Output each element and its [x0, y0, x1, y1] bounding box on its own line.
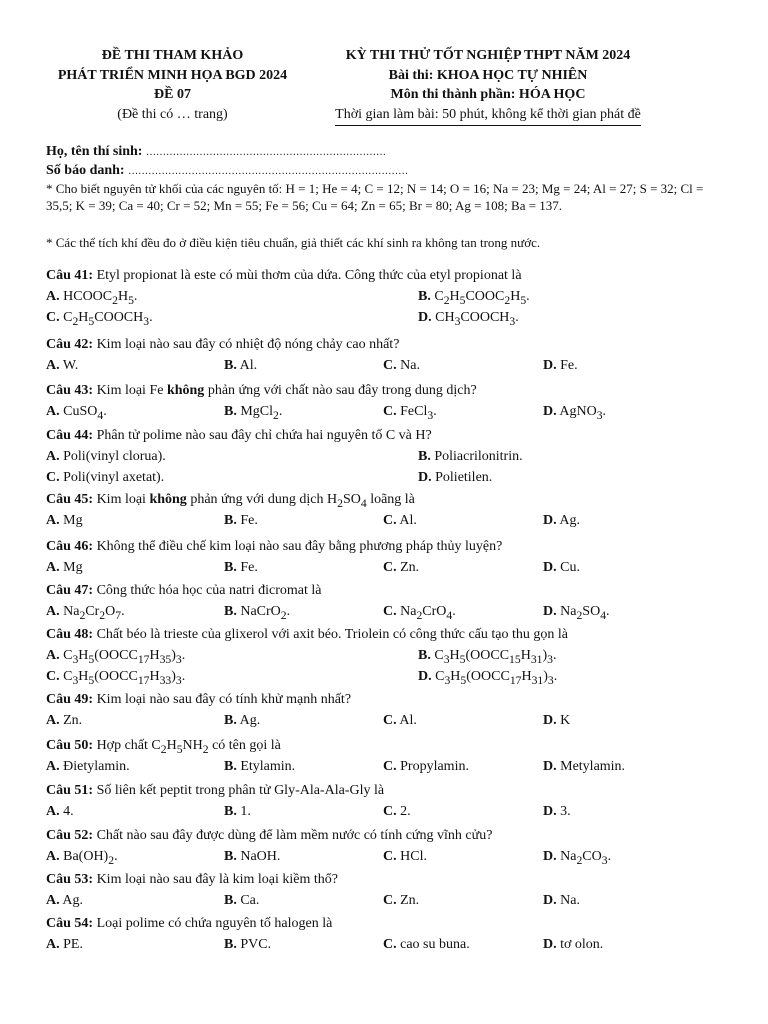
- option-letter: B.: [224, 404, 237, 419]
- option-letter: C.: [383, 849, 397, 864]
- option-letter: C.: [383, 713, 397, 728]
- question-46: [46, 539, 726, 555]
- option-text: Zn.: [400, 560, 420, 575]
- option-text: MgCl$_2$.: [240, 404, 283, 422]
- exam-header: [0, 46, 768, 136]
- option-letter: B.: [224, 759, 237, 774]
- option-text: $C_3H_5(OOCC_{15}H_{31})_3$.: [434, 648, 557, 666]
- question-43: [46, 383, 726, 399]
- option-letter: D.: [543, 849, 557, 864]
- question-label: Câu 49:: [46, 692, 94, 707]
- question-text: Hợp chất $C_2H_5NH_2$ có tên gọi là: [96, 738, 281, 756]
- option-letter: D.: [543, 937, 557, 952]
- answer-option-53-d: [543, 893, 580, 909]
- option-letter: B.: [224, 804, 237, 819]
- answer-option-46-b: [224, 560, 258, 576]
- option-text: $C_2H_5COOC_2H_5$.: [434, 289, 530, 307]
- answer-option-44-c: [46, 470, 164, 486]
- option-letter: C.: [383, 759, 397, 774]
- option-text: Poliacrilonitrin.: [434, 449, 523, 464]
- answer-option-50-c: [383, 759, 469, 775]
- option-letter: D.: [543, 713, 557, 728]
- answer-option-50-d: [543, 759, 625, 775]
- option-text: PVC.: [240, 937, 272, 952]
- option-text: Mg: [63, 513, 83, 528]
- answer-option-51-c: [383, 804, 411, 820]
- answer-option-44-d: [418, 470, 492, 486]
- answer-option-41-c: [46, 310, 153, 328]
- question-label: Câu 52:: [46, 828, 94, 843]
- answer-option-50-b: [224, 759, 295, 775]
- answer-option-43-a: [46, 404, 107, 422]
- answer-option-47-c: [383, 604, 456, 622]
- answer-option-42-d: [543, 358, 578, 374]
- option-text: cao su buna.: [400, 937, 470, 952]
- option-letter: D.: [543, 759, 557, 774]
- question-47: [46, 583, 726, 599]
- option-letter: B.: [418, 449, 431, 464]
- option-text: PE.: [63, 937, 83, 952]
- option-text: $C_3H_5(OOCC_{17}H_{33})_3$.: [63, 669, 186, 687]
- option-text: Cu.: [560, 560, 580, 575]
- question-label: Câu 50:: [46, 738, 94, 753]
- student-id-dots: …………………………………………………………………………: [128, 166, 409, 177]
- option-text: Metylamin.: [560, 759, 626, 774]
- option-letter: A.: [46, 560, 60, 575]
- option-letter: A.: [46, 449, 60, 464]
- question-53: [46, 872, 726, 888]
- question-label: Câu 48:: [46, 627, 94, 642]
- option-text: HCl.: [400, 849, 427, 864]
- question-50: [46, 738, 726, 756]
- answer-option-48-b: [418, 648, 556, 666]
- option-letter: D.: [418, 669, 432, 684]
- answer-option-52-c: [383, 849, 427, 865]
- option-letter: C.: [46, 669, 60, 684]
- option-letter: B.: [224, 937, 237, 952]
- option-text: Al.: [399, 513, 417, 528]
- option-text: $Na_2SO_4$.: [560, 604, 610, 622]
- answer-option-48-d: [418, 669, 557, 687]
- student-name-dots: ………………………………………………………………: [145, 147, 386, 158]
- option-text: Na.: [560, 893, 580, 908]
- option-text: Ca.: [240, 893, 260, 908]
- option-letter: A.: [46, 804, 60, 819]
- exam-type: ĐỀ THI THAM KHẢO: [101, 48, 244, 63]
- option-text: Đietylamin.: [63, 759, 130, 774]
- option-text: Fe.: [560, 358, 578, 373]
- answer-option-47-a: [46, 604, 125, 622]
- student-id-line: [46, 163, 726, 179]
- answer-option-43-c: [383, 404, 437, 422]
- question-label: Câu 41:: [46, 268, 94, 283]
- question-text: Kim loại nào sau đây có nhiệt độ nóng chảy cao nhất?: [96, 337, 400, 352]
- answer-option-43-d: [543, 404, 606, 422]
- answer-option-52-b: [224, 849, 280, 865]
- option-letter: A.: [46, 513, 60, 528]
- option-text: NaOH.: [240, 849, 281, 864]
- option-text: $C_3H_5(OOCC_{17}H_{35})_3$.: [63, 648, 186, 666]
- option-text: 4.: [63, 804, 74, 819]
- question-48: [46, 627, 726, 643]
- exam-title: KỲ THI THỬ TỐT NGHIỆP THPT NĂM 2024: [345, 48, 631, 63]
- option-text: Al.: [239, 358, 258, 373]
- question-text: Chất nào sau đây được dùng để làm mềm nước có tính cứng vĩnh cửu?: [96, 828, 493, 843]
- exam-header-left: [40, 46, 305, 124]
- question-45: [46, 492, 726, 510]
- question-text: Phân tử polime nào sau đây chỉ chứa hai nguyên tố C và H?: [96, 428, 432, 443]
- option-letter: B.: [224, 713, 237, 728]
- option-text: $Na_2CO_3$.: [560, 849, 612, 867]
- question-label: Câu 43:: [46, 383, 94, 398]
- option-letter: C.: [383, 560, 397, 575]
- option-letter: C.: [383, 804, 397, 819]
- option-text: Etylamin.: [240, 759, 296, 774]
- question-label: Câu 53:: [46, 872, 94, 887]
- option-letter: D.: [543, 560, 557, 575]
- question-text: Loại polime có chứa nguyên tố halogen là: [96, 916, 333, 931]
- option-letter: C.: [383, 358, 397, 373]
- answer-option-47-b: [224, 604, 290, 622]
- option-letter: A.: [46, 849, 60, 864]
- gas-note: * Các thể tích khí đều đo ở điều kiện tiêu chuẩn, giả thiết các khí sinh ra không tan trong nước.: [46, 235, 541, 250]
- answer-option-50-a: [46, 759, 130, 775]
- student-id-label: Số báo danh:: [46, 163, 125, 178]
- answer-option-51-a: [46, 804, 74, 820]
- option-letter: A.: [46, 937, 60, 952]
- option-letter: C.: [383, 604, 397, 619]
- option-text: $CH_3COOCH_3$.: [435, 310, 519, 328]
- option-text: Fe.: [240, 513, 258, 528]
- option-letter: A.: [46, 404, 60, 419]
- question-label: Câu 44:: [46, 428, 94, 443]
- answer-option-54-b: [224, 937, 271, 953]
- answer-option-54-c: [383, 937, 470, 953]
- option-letter: B.: [224, 604, 237, 619]
- answer-option-54-a: [46, 937, 83, 953]
- atomic-mass-note: * Cho biết nguyên tử khối của các nguyên tố: H = 1; He = 4; C = 12; N = 14; O = 16; Na = 23; Mg = 24; Al = 27; S = 32; Cl = 35,5; K = 39; Ca = 40; Cr = 52; Mn = 55; Fe = 56; Cu = 64; Zn = 65; Br = 80; Ag = 108; Ba = 137.: [46, 181, 704, 213]
- answer-option-45-c: [383, 513, 417, 529]
- option-letter: B.: [224, 849, 237, 864]
- page-count: (Đề thi có … trang): [117, 106, 228, 122]
- question-text: Số liên kết peptit trong phân tử Gly-Ala-Ala-Gly là: [96, 783, 385, 798]
- answer-option-46-c: [383, 560, 419, 576]
- answer-option-53-b: [224, 893, 259, 909]
- option-text: AgNO$_3$.: [559, 404, 607, 422]
- answer-option-48-a: [46, 648, 185, 666]
- answer-option-49-d: [543, 713, 570, 729]
- answer-option-52-d: [543, 849, 611, 867]
- answer-option-46-a: [46, 560, 83, 576]
- answer-option-45-a: [46, 513, 83, 529]
- option-letter: D.: [543, 404, 557, 419]
- question-54: [46, 916, 726, 932]
- option-letter: D.: [543, 513, 557, 528]
- option-letter: C.: [383, 404, 397, 419]
- question-text: Kim loại nào sau đây là kim loại kiềm thổ?: [96, 872, 339, 887]
- answer-option-41-d: [418, 310, 519, 328]
- option-letter: A.: [46, 713, 60, 728]
- option-text: $C_2H_5COOCH_3$.: [63, 310, 153, 328]
- answer-option-54-d: [543, 937, 603, 953]
- option-text: $Ba(OH)_2$.: [63, 849, 118, 867]
- option-text: $Na_2Cr_2O_7$.: [63, 604, 125, 622]
- option-letter: A.: [46, 358, 60, 373]
- option-text: Mg: [63, 560, 83, 575]
- answer-option-51-b: [224, 804, 251, 820]
- answer-option-49-c: [383, 713, 417, 729]
- answer-option-41-a: [46, 289, 137, 307]
- question-text: Kim loại Fe không phản ứng với chất nào sau đây trong dung dịch?: [96, 383, 477, 398]
- question-49: [46, 692, 726, 708]
- option-text: Poli(vinyl clorua).: [63, 449, 166, 464]
- option-text: $HCOOC_2H_5$.: [63, 289, 138, 307]
- option-text: CuSO$_4$.: [63, 404, 107, 422]
- option-text: $C_3H_5(OOCC_{17}H_{31})_3$.: [435, 669, 558, 687]
- exam-header-right: [318, 46, 658, 126]
- option-text: Al.: [399, 713, 417, 728]
- question-44: [46, 428, 726, 444]
- option-text: 2.: [400, 804, 411, 819]
- answer-option-49-a: [46, 713, 82, 729]
- option-letter: C.: [383, 513, 397, 528]
- question-label: Câu 51:: [46, 783, 94, 798]
- question-label: Câu 46:: [46, 539, 94, 554]
- option-letter: D.: [543, 604, 557, 619]
- question-text: Không thể điều chế kim loại nào sau đây bằng phương pháp thủy luyện?: [96, 539, 503, 554]
- answer-option-43-b: [224, 404, 282, 422]
- question-52: [46, 828, 726, 844]
- question-label: Câu 42:: [46, 337, 94, 352]
- option-text: W.: [62, 358, 79, 373]
- answer-option-51-d: [543, 804, 571, 820]
- option-letter: A.: [46, 759, 60, 774]
- option-text: Zn.: [400, 893, 420, 908]
- option-letter: B.: [224, 893, 237, 908]
- question-text: Kim loại không phản ứng với dung dịch $H_2SO_4$ loãng là: [96, 492, 415, 510]
- question-41: [46, 268, 726, 284]
- question-text: Kim loại nào sau đây có tính khử mạnh nhất?: [96, 692, 352, 707]
- option-text: Propylamin.: [400, 759, 469, 774]
- answer-option-42-a: [46, 358, 78, 374]
- option-text: K: [560, 713, 571, 728]
- option-letter: C.: [46, 310, 60, 325]
- answer-option-44-b: [418, 449, 523, 465]
- answer-option-42-c: [383, 358, 420, 374]
- option-letter: D.: [418, 310, 432, 325]
- option-text: FeCl$_3$.: [400, 404, 437, 422]
- option-letter: B.: [224, 358, 237, 373]
- question-42: [46, 337, 726, 353]
- answer-option-46-d: [543, 560, 580, 576]
- answer-option-49-b: [224, 713, 260, 729]
- answer-option-53-c: [383, 893, 419, 909]
- answer-option-45-b: [224, 513, 258, 529]
- option-text: $Na_2CrO_4$.: [400, 604, 456, 622]
- exam-component: Môn thi thành phần: HÓA HỌC: [390, 87, 586, 102]
- question-text: Công thức hóa học của natri đicromat là: [96, 583, 322, 598]
- option-text: Zn.: [63, 713, 83, 728]
- question-label: Câu 47:: [46, 583, 94, 598]
- option-letter: D.: [418, 470, 432, 485]
- option-letter: B.: [224, 513, 237, 528]
- option-letter: B.: [224, 560, 237, 575]
- option-letter: A.: [46, 893, 60, 908]
- option-text: tơ olon.: [560, 937, 604, 952]
- option-letter: C.: [46, 470, 60, 485]
- answer-option-44-a: [46, 449, 166, 465]
- option-text: 1.: [240, 804, 251, 819]
- question-text: Chất béo là trieste của glixerol với axit béo. Triolein có công thức cấu tạo thu gọn là: [96, 627, 568, 642]
- option-text: Na.: [400, 358, 420, 373]
- exam-source: PHÁT TRIỂN MINH HỌA BGD 2024: [57, 67, 288, 83]
- option-text: Ag.: [239, 713, 261, 728]
- question-label: Câu 54:: [46, 916, 94, 931]
- student-name-line: [46, 144, 726, 160]
- answer-option-42-b: [224, 358, 257, 374]
- option-letter: B.: [418, 648, 431, 663]
- option-letter: D.: [543, 358, 557, 373]
- option-letter: A.: [46, 604, 60, 619]
- option-letter: D.: [543, 804, 557, 819]
- answer-option-48-c: [46, 669, 185, 687]
- answer-option-45-d: [543, 513, 580, 529]
- option-letter: C.: [383, 937, 397, 952]
- answer-option-52-a: [46, 849, 118, 867]
- exam-duration: Thời gian làm bài: 50 phút, không kể thời gian phát đề: [335, 105, 641, 127]
- exam-subject: Bài thi: KHOA HỌC TỰ NHIÊN: [388, 67, 588, 83]
- answer-option-41-b: [418, 289, 530, 307]
- answer-option-53-a: [46, 893, 83, 909]
- question-text: Etyl propionat là este có mùi thơm của dứa. Công thức của etyl propionat là: [96, 268, 522, 283]
- option-letter: B.: [418, 289, 431, 304]
- option-text: 3.: [560, 804, 571, 819]
- student-name-label: Họ, tên thí sinh:: [46, 144, 143, 159]
- option-text: Polietilen.: [435, 470, 493, 485]
- option-letter: D.: [543, 893, 557, 908]
- option-text: Ag.: [559, 513, 580, 528]
- option-letter: A.: [46, 648, 60, 663]
- option-letter: C.: [383, 893, 397, 908]
- question-51: [46, 783, 726, 799]
- option-letter: A.: [46, 289, 60, 304]
- option-text: Fe.: [240, 560, 258, 575]
- option-text: Poli(vinyl axetat).: [63, 470, 165, 485]
- question-label: Câu 45:: [46, 492, 94, 507]
- exam-code: ĐỀ 07: [154, 87, 191, 102]
- answer-option-47-d: [543, 604, 610, 622]
- option-text: Ag.: [62, 893, 83, 908]
- option-text: NaCrO$_2$.: [240, 604, 291, 622]
